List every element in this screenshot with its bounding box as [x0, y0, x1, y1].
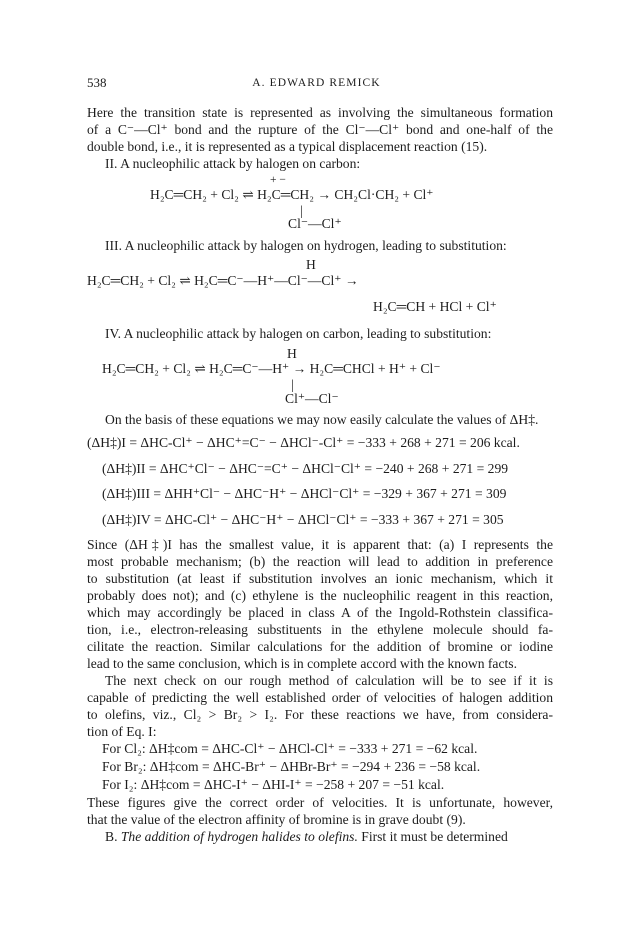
body-line: Since (ΔH‡)I has the smallest value, it is apparent that: (a) I represents the [87, 537, 553, 552]
body-line: to substitution (at least if substitution involves an ionic mechanism, which it [87, 571, 553, 586]
equation-superline: H [306, 257, 316, 272]
section-label: B. [105, 829, 118, 844]
bond-bar: | [300, 203, 303, 218]
body-line: most probable mechanism; (b) the reaction will lead to addition in preference [87, 554, 553, 569]
calc-line: (ΔH‡)III = ΔHH⁺Cl⁻ − ΔHC⁻H⁺ − ΔHCl⁻Cl⁺ = −329 + 367 + 271 = 309 [102, 486, 507, 501]
equation-subline: Cl⁻—Cl⁺ [288, 216, 342, 231]
equation: H₂C═CH₂ + Cl₂ ⇌ H₂C═C⁻—H⁺—Cl⁻—Cl⁺ → [87, 273, 359, 288]
equation-subline: Cl⁺—Cl⁻ [285, 391, 339, 406]
charge-marks: + − [270, 174, 286, 186]
body-line: tion, i.e., electron-releasing substituents in the ethylene molecule should fa- [87, 622, 553, 637]
body-line: Here the transition state is represented as involving the simultaneous formation [87, 105, 553, 120]
body-line: that the value of the electron affinity of bromine is in grave doubt (9). [87, 812, 466, 827]
body-line: cilitate the reaction. Similar calculations for the addition of bromine or iodine [87, 639, 553, 654]
calc-line: For I₂: ΔH‡com = ΔHC-I⁺ − ΔHI-I⁺ = −258 + 207 = −51 kcal. [102, 777, 445, 792]
page-number: 538 [87, 75, 107, 90]
calc-line: For Cl₂: ΔH‡com = ΔHC-Cl⁺ − ΔHCl-Cl⁺ = −333 + 271 = −62 kcal. [102, 741, 478, 756]
calc-line: (ΔH‡)IV = ΔHC-Cl⁺ − ΔHC⁻H⁺ − ΔHCl⁻Cl⁺ = −333 + 367 + 271 = 305 [102, 512, 504, 527]
section-heading-line [105, 829, 508, 845]
body-line: probably does not); and (c) ethylene is the nucleophilic reagent in this reaction, [87, 588, 553, 603]
body-line: of a C⁻—Cl⁺ bond and the rupture of the Cl⁻—Cl⁺ bond and one-half of the [87, 122, 553, 137]
body-line: to olefins, viz., Cl₂ > Br₂ > I₂. For these reactions we have, from considera- [87, 707, 553, 722]
equation-continuation: H₂C═CH + HCl + Cl⁺ [373, 299, 497, 314]
body-line: capable of predicting the well established order of velocities of halogen addition [87, 690, 553, 705]
bond-bar: | [291, 377, 294, 392]
equation: H₂C═CH₂ + Cl₂ ⇌ H₂C═C⁻—H⁺ → H₂C═CHCl + H⁺ + Cl⁻ [102, 361, 441, 376]
section-text: First it must be determined [361, 829, 508, 844]
body-line: which may accordingly be placed in class A of the Ingold-Rothstein classifica- [87, 605, 553, 620]
running-header-author: A. EDWARD REMICK [252, 77, 381, 89]
body-line: double bond, i.e., it is represented as a typical displacement reaction (15). [87, 139, 488, 154]
calc-line: (ΔH‡)I = ΔHC-Cl⁺ − ΔHC⁺=C⁻ − ΔHCl⁻-Cl⁺ = −333 + 268 + 271 = 206 kcal. [87, 435, 520, 450]
body-line: lead to the same conclusion, which is in complete accord with the known facts. [87, 656, 517, 671]
calc-line: (ΔH‡)II = ΔHC⁺Cl⁻ − ΔHC⁻=C⁺ − ΔHCl⁻Cl⁺ = −240 + 268 + 271 = 299 [102, 461, 509, 476]
body-line: On the basis of these equations we may now easily calculate the values of ΔH‡. [105, 412, 539, 427]
calc-line: For Br₂: ΔH‡com = ΔHC-Br⁺ − ΔHBr-Br⁺ = −294 + 236 = −58 kcal. [102, 759, 481, 774]
body-line: tion of Eq. I: [87, 724, 157, 739]
body-line: These figures give the correct order of velocities. It is unfortunate, however, [87, 795, 553, 810]
equation: H₂C═CH₂ + Cl₂ ⇌ H₂C═CH₂ → CH₂Cl·CH₂ + Cl⁺ [150, 187, 434, 202]
section-title: The addition of hydrogen halides to olefins. [120, 829, 358, 844]
mechanism-heading: III. A nucleophilic attack by halogen on hydrogen, leading to substitution: [105, 238, 507, 253]
mechanism-heading: IV. A nucleophilic attack by halogen on carbon, leading to substitution: [105, 326, 492, 341]
body-line: The next check on our rough method of calculation will be to see if it is [105, 673, 553, 688]
equation-superline: H [287, 346, 297, 361]
mechanism-heading: II. A nucleophilic attack by halogen on carbon: [105, 156, 361, 171]
